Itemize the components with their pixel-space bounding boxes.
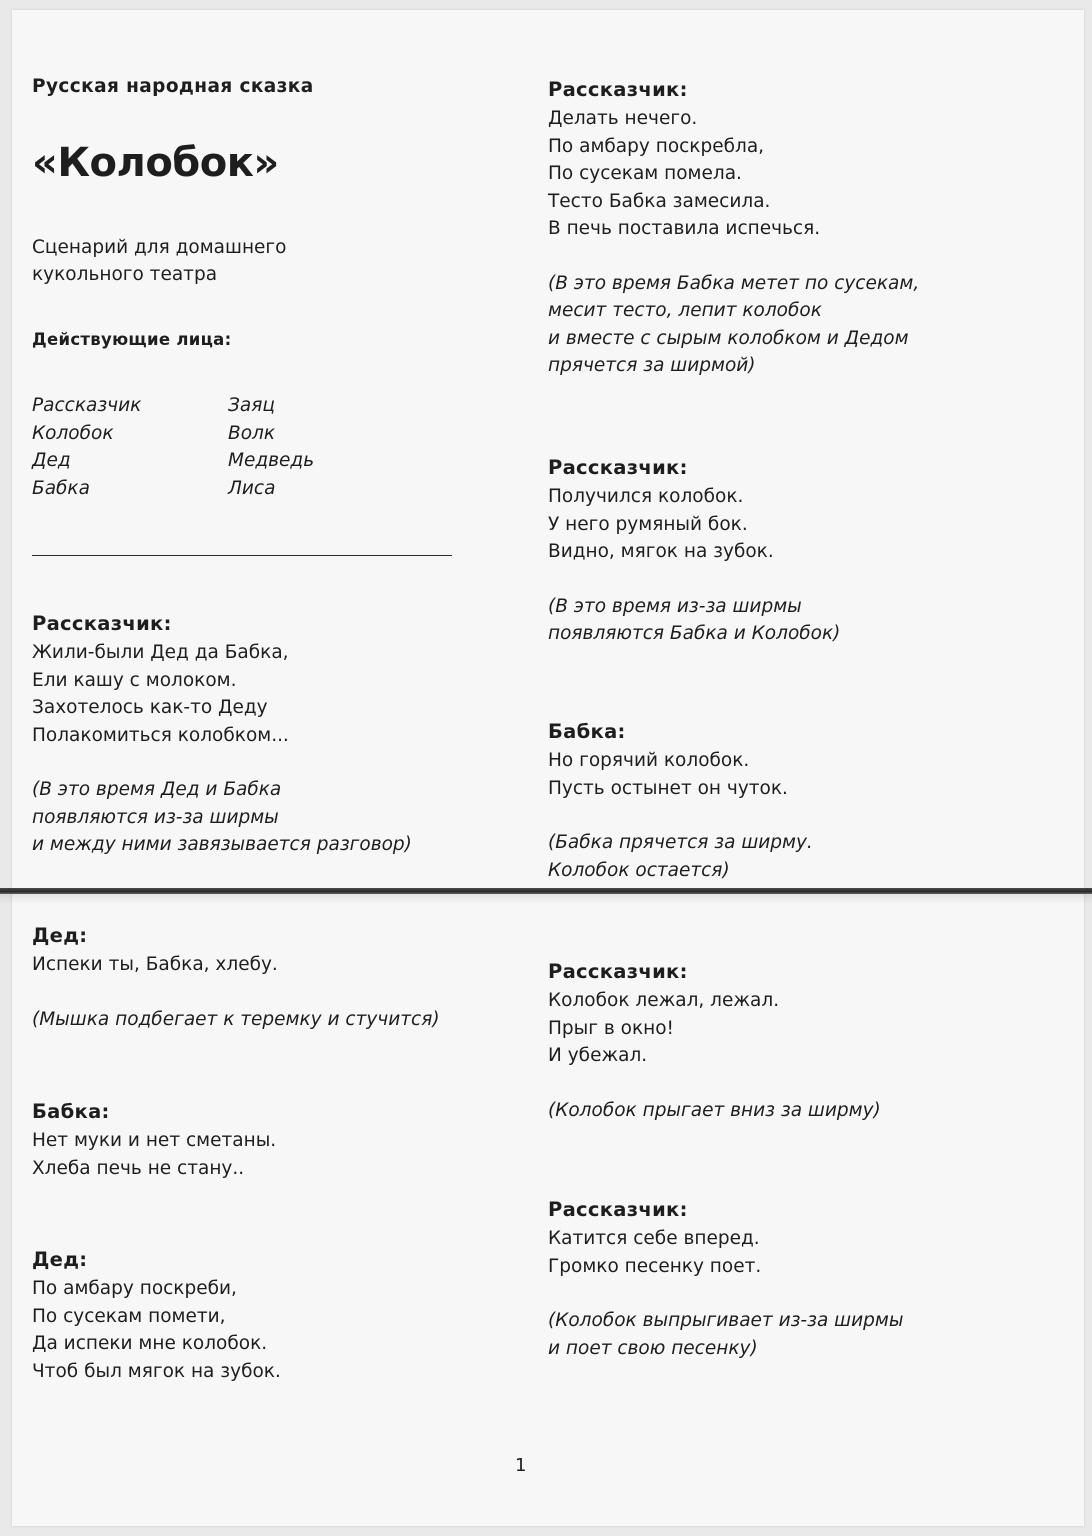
- dialogue-line: Жили-были Дед да Бабка,: [32, 642, 289, 663]
- dialogue-block: [548, 78, 919, 380]
- dialogue-line: Хлеба печь не стану..: [32, 1157, 245, 1179]
- speaker-name: Рассказчик:: [548, 1198, 688, 1221]
- dialogue-block: [32, 1248, 281, 1385]
- dialogue-line: Испеки ты, Бабка, хлебу.: [32, 954, 278, 975]
- dialogue-line: По сусекам помети,: [32, 1305, 226, 1327]
- stage-direction: месит тесто, лепит колобок: [548, 300, 822, 321]
- stage-direction: появляются из-за ширмы: [32, 806, 279, 828]
- dialogue-line: Нет муки и нет сметаны.: [32, 1130, 277, 1151]
- cast-member: Волк: [228, 422, 276, 444]
- dialogue-line: Пусть остынет он чуток.: [548, 777, 788, 799]
- speaker-name: Бабка:: [548, 720, 626, 743]
- dialogue-block: [548, 1198, 903, 1362]
- cast-member: Рассказчик: [32, 395, 142, 416]
- stage-direction: и вместе с сырым колобком и Дедом: [548, 327, 909, 349]
- cast-column-2: [228, 392, 314, 502]
- dialogue-block: [548, 456, 840, 648]
- cast-member: Заяц: [228, 395, 275, 416]
- dialogue-block: [32, 1100, 276, 1182]
- dialogue-line: Колобок лежал, лежал.: [548, 990, 780, 1011]
- dialogue-line: Захотелось как-то Деду: [32, 697, 268, 718]
- cast-member: Бабка: [32, 477, 90, 499]
- stage-direction: и между ними завязывается разговор): [32, 834, 412, 855]
- divider-line: [32, 555, 452, 556]
- page-title: «Колобок»: [32, 140, 279, 186]
- stage-direction: (Колобок выпрыгивает из-за ширмы: [548, 1310, 904, 1331]
- dialogue-line: Громко песенку поет.: [548, 1255, 762, 1277]
- speaker-name: Рассказчик:: [32, 612, 172, 635]
- cast-list: [32, 392, 432, 504]
- dialogue-line: По амбару поскреби,: [32, 1278, 237, 1299]
- dialogue-line: Катится себе вперед.: [548, 1228, 760, 1249]
- dialogue-line: Видно, мягок на зубок.: [548, 541, 774, 562]
- dialogue-line: У него румяный бок.: [548, 513, 748, 535]
- description: Сценарий для домашнего кукольного театра: [32, 237, 287, 285]
- stage-direction: (Колобок прыгает вниз за ширму): [548, 1099, 881, 1121]
- dialogue-block: [32, 612, 412, 859]
- dialogue-line: В печь поставила испечься.: [548, 218, 821, 239]
- speaker-name: Рассказчик:: [548, 78, 688, 101]
- speaker-name: Дед:: [32, 1248, 88, 1271]
- dialogue-line: Чтоб был мягок на зубок.: [32, 1360, 281, 1382]
- stage-direction: прячется за ширмой): [548, 355, 756, 376]
- cast-member: Лиса: [228, 477, 276, 499]
- cast-heading: Действующие лица:: [32, 330, 232, 349]
- speaker-name: Дед:: [32, 924, 88, 947]
- dialogue-block: [32, 924, 440, 1033]
- speaker-name: Рассказчик:: [548, 960, 688, 983]
- speaker-name: Рассказчик:: [548, 456, 688, 479]
- dialogue-line: Прыг в окно!: [548, 1017, 674, 1039]
- stage-direction: (В это время Бабка метет по сусекам,: [548, 272, 920, 294]
- dialogue-block: [548, 720, 813, 884]
- stage-direction: (Бабка прячется за ширму.: [548, 832, 813, 853]
- cast-member: Дед: [32, 450, 71, 471]
- dialogue-line: Полакомиться колобком...: [32, 724, 289, 746]
- stage-direction: Колобок остается): [548, 859, 730, 881]
- fold-shadow: [0, 894, 1092, 904]
- dialogue-line: Но горячий колобок.: [548, 750, 750, 771]
- stage-direction: появляются Бабка и Колобок): [548, 623, 841, 644]
- stage-direction: и поет свою песенку): [548, 1337, 758, 1359]
- cast-member: Медведь: [228, 450, 315, 471]
- dialogue-line: По сусекам помела.: [548, 163, 742, 184]
- stage-direction: (В это время из-за ширмы: [548, 595, 802, 617]
- cast-column-1: [32, 392, 141, 502]
- page-number: 1: [515, 1455, 527, 1476]
- dialogue-line: И убежал.: [548, 1045, 648, 1066]
- cast-member: Колобок: [32, 422, 114, 444]
- dialogue-line: Тесто Бабка замесила.: [548, 190, 771, 212]
- stage-direction: (В это время Дед и Бабка: [32, 779, 282, 800]
- dialogue-line: По амбару поскребла,: [548, 135, 765, 157]
- stage-direction: (Мышка подбегает к теремку и стучится): [32, 1008, 440, 1030]
- dialogue-line: Получился колобок.: [548, 486, 744, 507]
- subtitle: Русская народная сказка: [32, 76, 314, 97]
- dialogue-line: Делать нечего.: [548, 108, 698, 129]
- dialogue-line: Ели кашу с молоком.: [32, 669, 237, 691]
- speaker-name: Бабка:: [32, 1100, 110, 1123]
- dialogue-line: Да испеки мне колобок.: [32, 1333, 268, 1354]
- dialogue-block: [548, 960, 881, 1124]
